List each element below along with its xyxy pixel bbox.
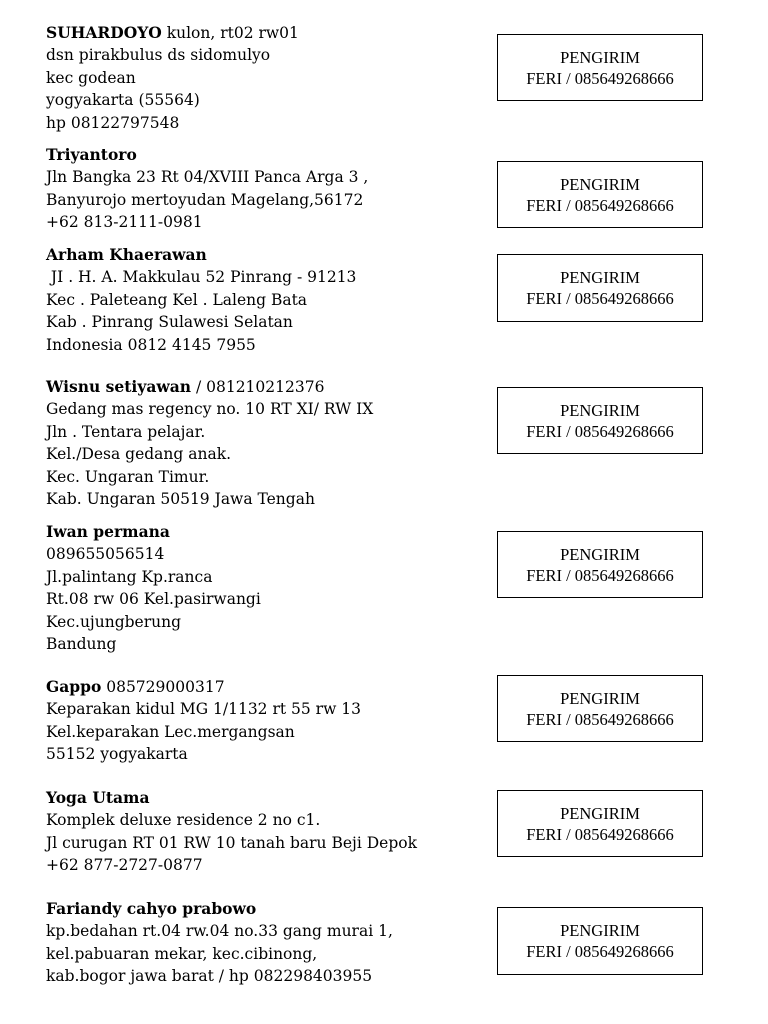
sender-contact: FERI / 085649268666 [526, 824, 674, 844]
recipient-name: Arham Khaerawan [46, 245, 207, 264]
address-line: 089655056514 [46, 545, 165, 564]
recipient-name-suffix: / 081210212376 [191, 378, 325, 396]
sender-label: PENGIRIM [560, 174, 640, 194]
sender-label: PENGIRIM [560, 400, 640, 420]
address-entry [46, 787, 486, 877]
address-line: Jl.palintang Kp.ranca [46, 567, 213, 586]
address-entry [46, 521, 486, 655]
recipient-name-suffix: 085729000317 [101, 678, 225, 696]
sender-box [497, 161, 703, 228]
sender-contact: FERI / 085649268666 [526, 565, 674, 585]
sender-box [497, 907, 703, 975]
sender-contact: FERI / 085649268666 [526, 68, 674, 88]
address-line: hp 08122797548 [46, 113, 180, 132]
address-line: Kel.keparakan Lec.mergangsan [46, 722, 295, 741]
recipient-name: Triyantoro [46, 145, 137, 164]
sender-box [497, 34, 703, 101]
sender-contact: FERI / 085649268666 [526, 709, 674, 729]
address-entry [46, 144, 486, 234]
recipient-name-line [46, 676, 486, 698]
address-entry [46, 676, 486, 766]
recipient-name: SUHARDOYO [46, 23, 162, 42]
address-line: 55152 yogyakarta [46, 745, 188, 764]
address-line: Rt.08 rw 06 Kel.pasirwangi [46, 590, 261, 609]
recipient-name-line [46, 144, 486, 166]
address-line: +62 877-2727-0877 [46, 856, 203, 875]
address-entry [46, 898, 486, 988]
address-line: Kab. Ungaran 50519 Jawa Tengah [46, 490, 315, 509]
sender-label: PENGIRIM [560, 803, 640, 823]
sender-box [497, 790, 703, 857]
address-line: Indonesia 0812 4145 7955 [46, 335, 256, 354]
sender-contact: FERI / 085649268666 [526, 289, 674, 308]
address-line: Bandung [46, 635, 117, 654]
recipient-name-line [46, 787, 486, 809]
address-entry [46, 376, 486, 510]
recipient-name: Yoga Utama [46, 788, 150, 807]
recipient-name: Fariandy cahyo prabowo [46, 899, 257, 918]
sender-label: PENGIRIM [560, 544, 640, 564]
address-line: Jln Bangka 23 Rt 04/XVIII Panca Arga 3 , [46, 168, 369, 187]
sender-contact: FERI / 085649268666 [526, 195, 674, 215]
address-line: dsn pirakbulus ds sidomulyo [46, 46, 271, 65]
address-line: Jln . Tentara pelajar. [46, 422, 206, 441]
sender-box [497, 387, 703, 454]
address-line: kp.bedahan rt.04 rw.04 no.33 gang murai 1, [46, 922, 393, 941]
recipient-name: Gappo [46, 677, 102, 696]
sender-box [497, 675, 703, 742]
recipient-name: Iwan permana [46, 522, 170, 541]
recipient-name-suffix: kulon, rt02 rw01 [161, 24, 299, 42]
recipient-name-line [46, 898, 486, 920]
sender-box [497, 254, 703, 322]
address-entry [46, 22, 486, 134]
address-line: Jl curugan RT 01 RW 10 tanah baru Beji Depok [46, 833, 417, 852]
sender-label: PENGIRIM [560, 921, 640, 940]
address-line: kec godean [46, 68, 136, 87]
address-line: Kec . Paleteang Kel . Laleng Bata [46, 290, 308, 309]
sender-contact: FERI / 085649268666 [526, 942, 674, 961]
address-line: yogyakarta (55564) [46, 91, 200, 110]
recipient-name-line [46, 521, 486, 543]
address-line: Banyurojo mertoyudan Magelang,56172 [46, 190, 364, 209]
address-entry [46, 244, 486, 356]
address-line: Keparakan kidul MG 1/1132 rt 55 rw 13 [46, 700, 362, 719]
address-line: Kel./Desa gedang anak. [46, 445, 232, 464]
sender-contact: FERI / 085649268666 [526, 421, 674, 441]
address-line: kel.pabuaran mekar, kec.cibinong, [46, 944, 318, 963]
recipient-name-line [46, 376, 486, 398]
recipient-name: Wisnu setiyawan [46, 377, 192, 396]
address-line: Gedang mas regency no. 10 RT XI/ RW IX [46, 400, 374, 419]
recipient-name-line [46, 244, 486, 266]
sender-label: PENGIRIM [560, 47, 640, 67]
sender-label: PENGIRIM [560, 268, 640, 287]
address-line: Komplek deluxe residence 2 no c1. [46, 811, 321, 830]
address-line: Kec. Ungaran Timur. [46, 467, 210, 486]
address-line: JI . H. A. Makkulau 52 Pinrang - 91213 [46, 268, 357, 287]
sender-label: PENGIRIM [560, 688, 640, 708]
sender-box [497, 531, 703, 598]
recipient-name-line [46, 22, 486, 44]
address-line: Kec.ujungberung [46, 612, 182, 631]
address-line: +62 813-2111-0981 [46, 213, 203, 232]
address-line: Kab . Pinrang Sulawesi Selatan [46, 313, 293, 332]
address-line: kab.bogor jawa barat / hp 082298403955 [46, 967, 373, 986]
